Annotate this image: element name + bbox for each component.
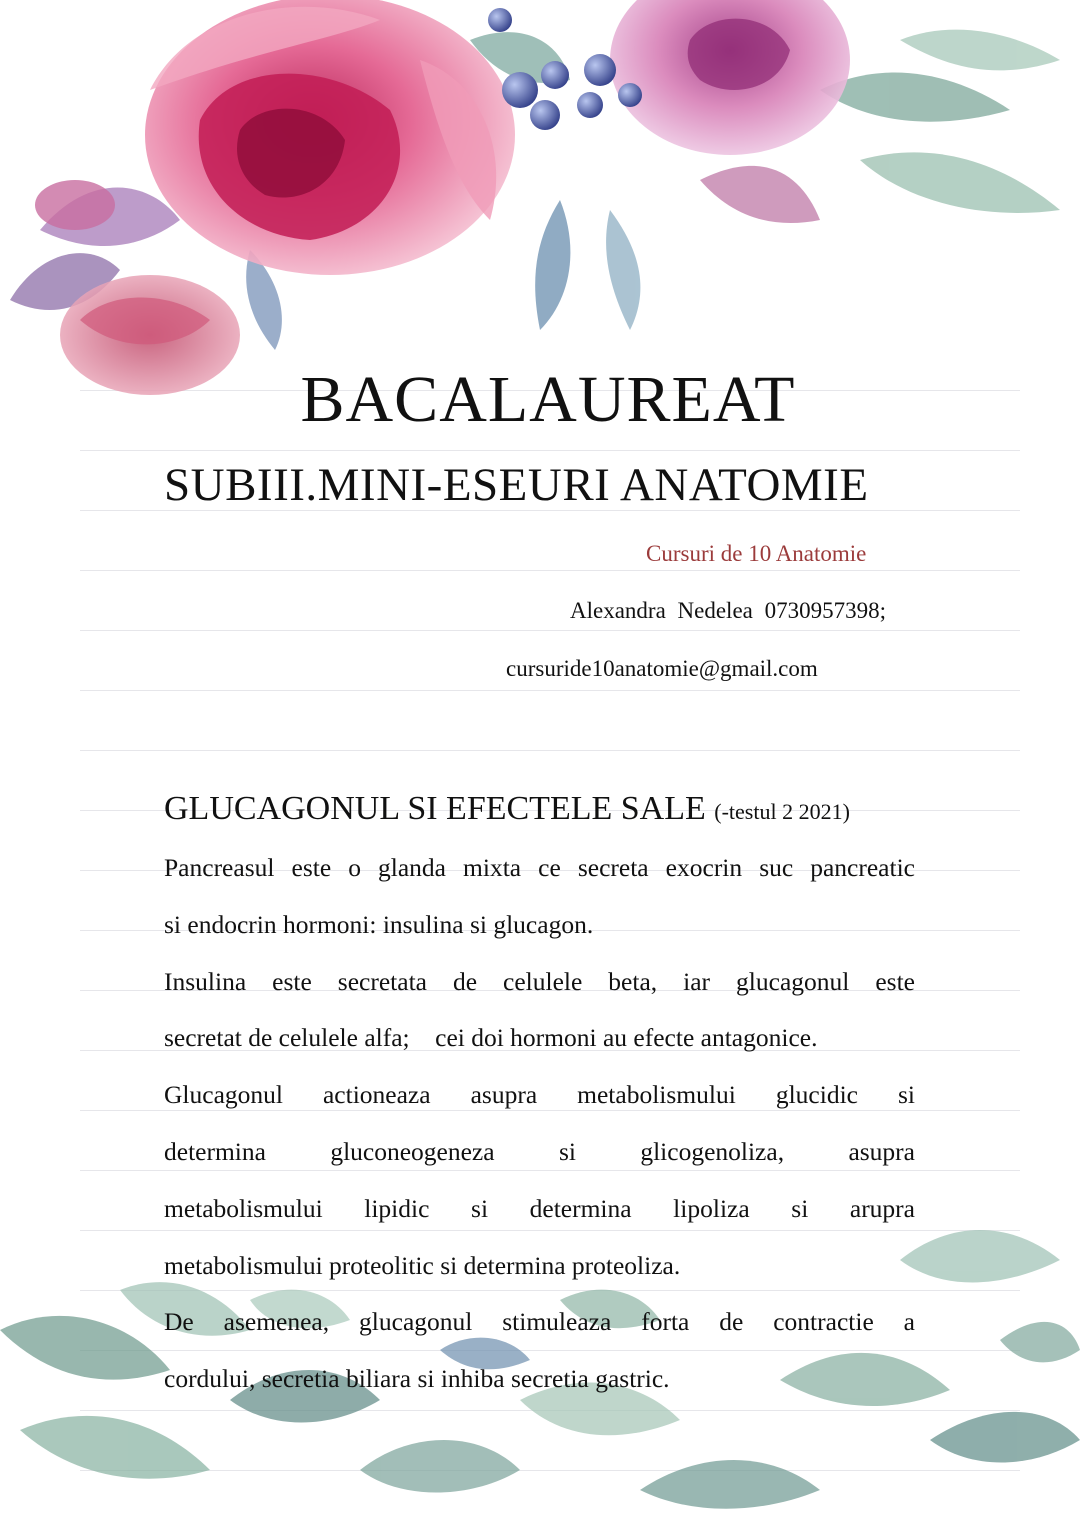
page-subtitle: SUBIII.MINI-ESEURI ANATOMIE [164,459,869,511]
text-line: metabolismului proteolitic si determina proteoliza. [164,1250,681,1280]
contact-email: cursuride10anatomie@gmail.com [506,656,818,681]
text-line: cordului, secretia biliara si inhiba secretia gastric. [164,1364,670,1394]
text-line: Pancreasul este o glanda mixta ce secreta exocrin suc pancreatic [164,853,915,882]
section-heading [164,790,850,828]
top-rose [145,0,515,275]
text-line: Insulina este secretata de celulele beta, iar glucagonul este [164,966,915,996]
text-line: si endocrin hormoni: insulina si glucagon. [164,909,594,939]
text-line: determina gluconeogeneza si glicogenoliza, asupra [164,1136,915,1166]
text-line: secretat de celulele alfa; cei doi hormoni au efecte antagonice. [164,1023,818,1053]
section-heading-text: GLUCAGONUL SI EFECTELE SALE [164,790,706,827]
section-heading-note: (-testul 2 2021) [714,799,850,824]
body-text [164,840,915,1408]
text-line: Glucagonul actioneaza asupra metabolismului glucidic si [164,1080,915,1110]
top-right-rose [610,0,850,155]
contact-info: Alexandra Nedelea 0730957398; [570,598,887,623]
brand-name: Cursuri de 10 Anatomie [646,541,867,566]
text-line: metabolismului lipidic si determina lipoliza si arupra [164,1193,915,1223]
page-title: BACALAUREAT [300,363,796,436]
text-line: De asemenea, glucagonul stimuleaza forta de contractie a [164,1307,915,1337]
